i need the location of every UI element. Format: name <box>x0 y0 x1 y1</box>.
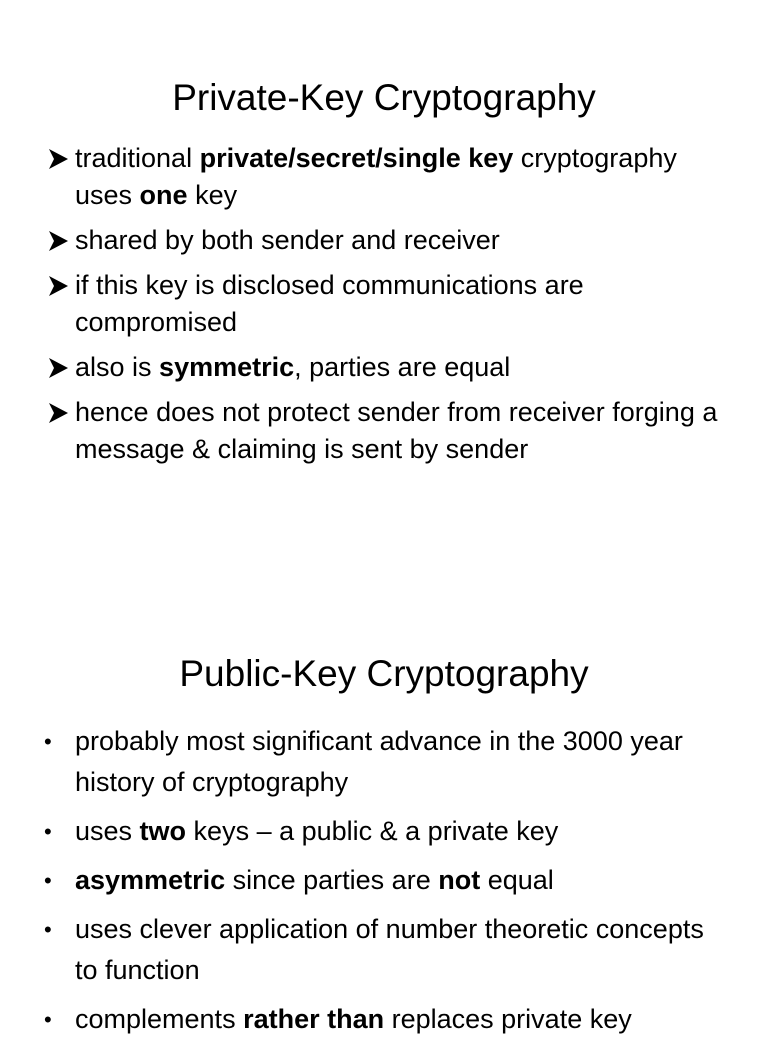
slide-title: Private-Key Cryptography <box>172 76 596 118</box>
bullet-item <box>0 909 768 991</box>
bold-text: symmetric <box>159 352 295 382</box>
text: traditional <box>75 143 200 173</box>
text: hence does not protect sender from receiver forging a message & claiming is sent by sender <box>75 397 718 464</box>
arrow-bullet-icon <box>48 267 70 304</box>
bold-text: asymmetric <box>75 865 226 895</box>
text: uses clever application of number theoretic concepts to function <box>75 914 704 985</box>
text: also is <box>75 352 160 382</box>
text: equal <box>480 865 554 895</box>
dot-bullet-icon: • <box>44 868 52 893</box>
text: uses <box>75 816 140 846</box>
arrow-bullet-icon <box>48 222 70 259</box>
bullet-item <box>0 721 768 803</box>
slide-public-key <box>0 590 768 1034</box>
bullet-item <box>0 349 768 386</box>
arrow-bullet-icon <box>48 394 70 431</box>
bold-text: not <box>438 865 481 895</box>
text: probably most significant advance in the 3000 year history of cryptography <box>75 726 683 797</box>
bullet-item <box>0 267 768 341</box>
bold-text: two <box>139 816 187 846</box>
text: if this key is disclosed communications are compromised <box>75 270 584 337</box>
text: replaces private key <box>384 1004 632 1034</box>
arrow-bullet-icon <box>48 349 70 386</box>
slide-title: Public-Key Cryptography <box>179 652 589 694</box>
bullet-item <box>0 140 768 214</box>
bullet-item <box>0 394 768 468</box>
text: keys – a public & a private key <box>186 816 559 846</box>
text: , parties are equal <box>294 352 511 382</box>
bullet-list <box>0 721 768 1048</box>
text: complements <box>75 1004 244 1034</box>
bullet-item <box>0 860 768 901</box>
text: cryptography uses <box>75 143 677 210</box>
arrow-bullet-icon <box>48 140 70 177</box>
bullet-item <box>0 999 768 1040</box>
bold-text: rather than <box>243 1004 385 1034</box>
dot-bullet-icon: • <box>44 819 52 844</box>
bullet-item <box>0 222 768 259</box>
dot-bullet-icon: • <box>44 729 52 754</box>
text: shared by both sender and receiver <box>75 225 500 255</box>
bold-text: one <box>139 180 188 210</box>
text: since parties are <box>225 865 439 895</box>
dot-bullet-icon: • <box>44 1007 52 1032</box>
dot-bullet-icon: • <box>44 917 52 942</box>
bold-text: private/secret/single key <box>199 143 514 173</box>
text: key <box>187 180 238 210</box>
bullet-item <box>0 811 768 852</box>
bullet-list <box>0 140 768 476</box>
